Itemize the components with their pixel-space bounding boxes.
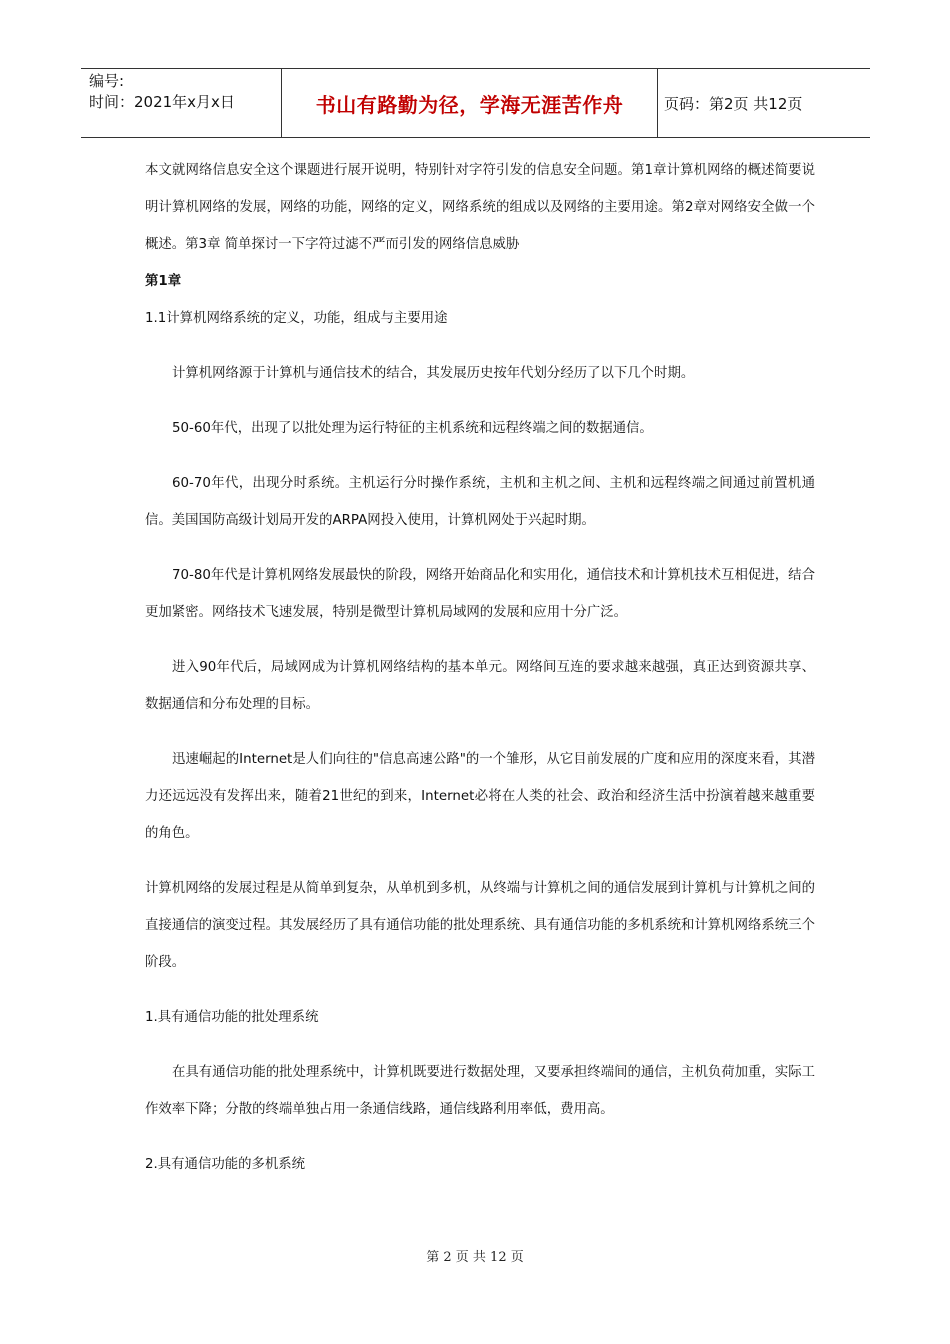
page-footer: 第 2 页 共 12 页 (426, 1250, 524, 1265)
paragraph-origin: 计算机网络源于计算机与通信技术的结合，其发展历史按年代划分经历了以下几个时期。 (172, 366, 695, 381)
intro-paragraph: 本文就网络信息安全这个课题进行展开说明，特别针对字符引发的信息安全问题。第1章计算机网络的概述简要说明计算机网络的发展，网络的功能，网络的定义，网络系统的组成以及网络的主要用途。第2章对网络安全做一个概述。第3章 简单探讨一下字符过滤不严而引发的网络信息威胁 (145, 163, 815, 252)
chapter-heading: 第1章 (145, 274, 182, 289)
header-meta-cell (81, 69, 282, 137)
paragraph-60-70: 60-70年代，出现分时系统。主机运行分时操作系统，主机和主机之间、主机和远程终端之间通过前置机通信。美国国防高级计划局开发的ARPA网投入使用，计算机网处于兴起时期。 (145, 476, 815, 528)
header-table (81, 68, 870, 138)
section-heading: 1.1计算机网络系统的定义，功能，组成与主要用途 (145, 311, 448, 326)
header-motto-cell (282, 69, 658, 137)
item2-heading: 2.具有通信功能的多机系统 (145, 1157, 306, 1172)
paragraph-50-60: 50-60年代，出现了以批处理为运行特征的主机系统和远程终端之间的数据通信。 (172, 421, 653, 436)
paragraph-70-80: 70-80年代是计算机网络发展最快的阶段，网络开始商品化和实用化，通信技术和计算机技术互相促进，结合更加紧密。网络技术飞速发展，特别是微型计算机局域网的发展和应用十分广泛。 (145, 568, 815, 620)
paragraph-90s: 进入90年代后，局域网成为计算机网络结构的基本单元。网络间互连的要求越来越强，真正达到资源共享、数据通信和分布处理的目标。 (145, 660, 815, 712)
header-page-cell (658, 69, 870, 137)
paragraph-process: 计算机网络的发展过程是从简单到复杂，从单机到多机，从终端与计算机之间的通信发展到计算机与计算机之间的直接通信的演变过程。其发展经历了具有通信功能的批处理系统、具有通信功能的多机系统和计算机网络系统三个阶段。 (145, 881, 815, 970)
number-label: 编号: (89, 72, 125, 90)
item1-heading: 1.具有通信功能的批处理系统 (145, 1010, 319, 1025)
page-info: 页码：第2页 共12页 (664, 94, 803, 113)
item1-body: 在具有通信功能的批处理系统中，计算机既要进行数据处理，又要承担终端间的通信，主机负荷加重，实际工作效率下降；分散的终端单独占用一条通信线路，通信线路利用率低，费用高。 (145, 1065, 815, 1117)
motto: 书山有路勤为径，学海无涯苦作舟 (315, 92, 624, 117)
time-label: 时间：2021年x月x日 (89, 93, 235, 111)
paragraph-internet: 迅速崛起的Internet是人们向往的"信息高速公路"的一个雏形，从它目前发展的广度和应用的深度来看，其潜力还远远没有发挥出来，随着21世纪的到来，Internet必将在人类的社会、政治和经济生活中扮演着越来越重要的角色。 (145, 752, 815, 841)
document-body (145, 152, 815, 1183)
